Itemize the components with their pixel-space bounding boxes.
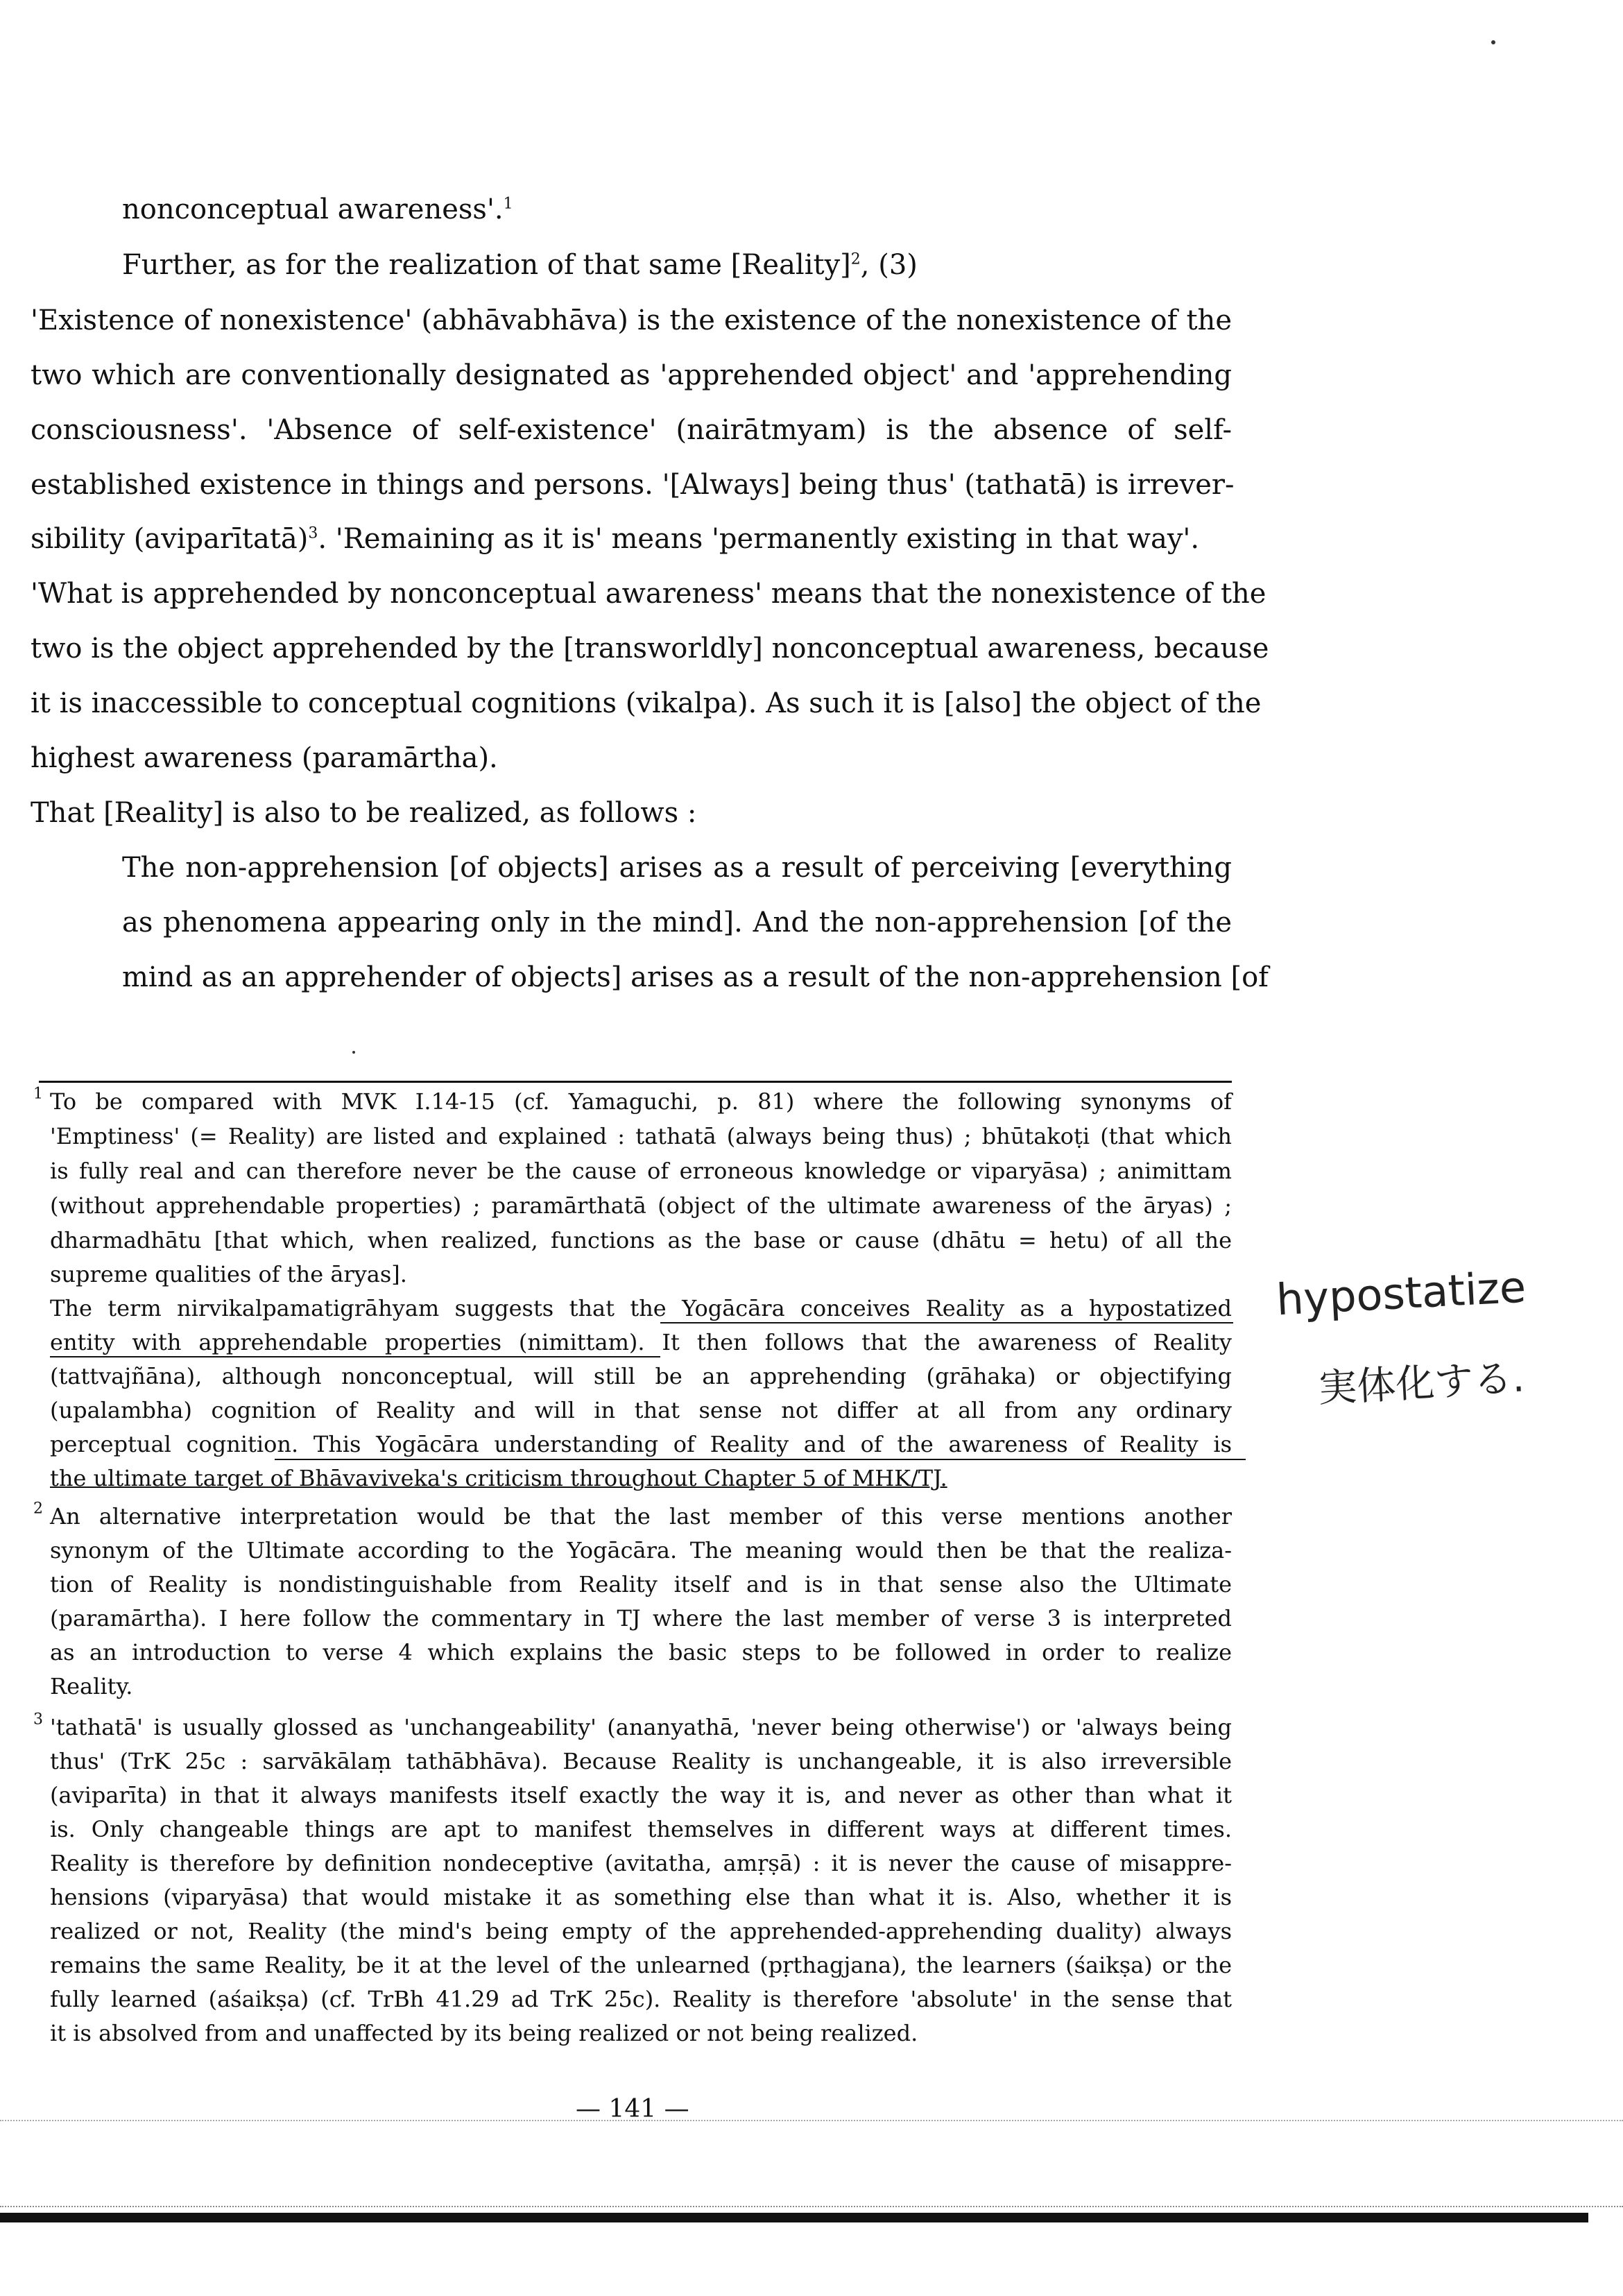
scan-bottom-bar bbox=[0, 2213, 1588, 2222]
pen-underline-1 bbox=[660, 1322, 1233, 1323]
footnote-separator bbox=[39, 1081, 1232, 1083]
footnote-1-marker: 1 bbox=[33, 1085, 43, 1103]
main-line-15: mind as an apprehender of objects] arises as a result of the non-apprehension [of bbox=[122, 961, 1269, 993]
footnote-3-line-8: remains the same Reality, be it at the level of the unlearned (pṛthagjana), the learners (śaikṣa) or the bbox=[50, 1952, 1232, 1978]
handwritten-note-line-1: hypostatize bbox=[1275, 1261, 1527, 1326]
main-line-12: That [Reality] is also to be realized, as follows : bbox=[31, 797, 697, 829]
main-line-3: 'Existence of nonexistence' (abhāvabhāva) is the existence of the nonexistence of the bbox=[31, 305, 1232, 336]
footnote-3-line-4: is. Only changeable things are apt to manifest themselves in different ways at different times. bbox=[50, 1816, 1232, 1842]
page-number: — 141 — bbox=[576, 2095, 689, 2123]
footnote-3-line-9: fully learned (aśaikṣa) (cf. TrBh 41.29 ad TrK 25c). Reality is therefore 'absolute' in the sense that bbox=[50, 1986, 1232, 2012]
footnote-2-line-6: Reality. bbox=[50, 1673, 133, 1699]
main-line-4: two which are conventionally designated as 'apprehended object' and 'apprehending bbox=[31, 359, 1232, 391]
footnote-1-line-5: dharmadhātu [that which, when realized, functions as the base or cause (dhātu = hetu) of all the bbox=[50, 1227, 1232, 1253]
footnote-ref-1[interactable]: 1 bbox=[503, 195, 513, 213]
footnote-1-line-3: is fully real and can therefore never be the cause of erroneous knowledge or viparyāsa) ; animittam bbox=[50, 1158, 1232, 1184]
main-line-14: as phenomena appearing only in the mind]. And the non-apprehension [of the bbox=[122, 907, 1232, 939]
main-line-10: it is inaccessible to conceptual cognitions (vikalpa). As such it is [also] the object of the bbox=[31, 687, 1262, 719]
footnote-3-line-2: thus' (TrK 25c : sarvākālaṃ tathābhāva). Because Reality is unchangeable, it is also irreversible bbox=[50, 1748, 1232, 1774]
scan-dotted-line-2 bbox=[0, 2206, 1623, 2209]
footnote-3-line-1: 'tathatā' is usually glossed as 'unchangeability' (ananyathā, 'never being otherwise') or 'always being bbox=[50, 1714, 1232, 1740]
footnote-2-line-5: as an introduction to verse 4 which explains the basic steps to be followed in order to realize bbox=[50, 1639, 1232, 1665]
scan-speck bbox=[1491, 40, 1495, 44]
footnote-1-line-9: (tattvajñāna), although nonconceptual, will still be an apprehending (grāhaka) or objectifying bbox=[50, 1363, 1232, 1389]
footnote-3-line-7: realized or not, Reality (the mind's being empty of the apprehended-apprehending duality) always bbox=[50, 1918, 1232, 1944]
main-line-2: Further, as for the realization of that same [Reality]$^2$, (3) bbox=[122, 249, 918, 281]
main-line-5: consciousness'. 'Absence of self-existence' (nairātmyam) is the absence of self- bbox=[31, 414, 1232, 446]
footnote-2-line-3: tion of Reality is nondistinguishable from Reality itself and is in that sense also the Ultimate bbox=[50, 1571, 1232, 1597]
scan-speck-2 bbox=[352, 1051, 355, 1054]
footnote-ref-3[interactable]: 3 bbox=[308, 524, 318, 542]
footnote-1-line-8: entity with apprehendable properties (nimittam). It then follows that the awareness of Reality bbox=[50, 1329, 1232, 1355]
footnote-3-marker: 3 bbox=[33, 1711, 43, 1729]
footnote-1-line-2: 'Emptiness' (= Reality) are listed and explained : tathatā (always being thus) ; bhūtakoṭi (that which bbox=[50, 1123, 1232, 1149]
footnote-2-marker: 2 bbox=[33, 1500, 43, 1518]
footnote-1-line-1: To be compared with MVK I.14-15 (cf. Yamaguchi, p. 81) where the following synonyms of bbox=[50, 1088, 1232, 1115]
main-line-11: highest awareness (paramārtha). bbox=[31, 742, 498, 774]
main-line-9: two is the object apprehended by the [transworldly] nonconceptual awareness, because bbox=[31, 633, 1269, 665]
footnote-3-line-6: hensions (viparyāsa) that would mistake it as something else than what it is. Also, whether it is bbox=[50, 1884, 1232, 1910]
scan-dotted-line bbox=[0, 2120, 1623, 2123]
main-line-8: 'What is apprehended by nonconceptual awareness' means that the nonexistence of the bbox=[31, 578, 1266, 610]
pen-underline-3 bbox=[275, 1459, 1246, 1460]
handwritten-note-line-2: 実体化する. bbox=[1316, 1355, 1526, 1412]
footnote-1-line-12: the ultimate target of Bhāvaviveka's criticism throughout Chapter 5 of MHK/TJ. bbox=[50, 1465, 947, 1491]
footnote-ref-2[interactable]: 2 bbox=[850, 250, 861, 268]
footnote-1-line-10: (upalambha) cognition of Reality and will in that sense not differ at all from any ordinary bbox=[50, 1397, 1232, 1423]
footnote-2-line-1: An alternative interpretation would be that the last member of this verse mentions another bbox=[50, 1503, 1232, 1530]
main-line-1: nonconceptual awareness'.$^1$ bbox=[122, 194, 513, 225]
footnote-1-line-4: (without apprehendable properties) ; paramārthatā (object of the ultimate awareness of the āryas) ; bbox=[50, 1192, 1232, 1219]
main-line-6: established existence in things and persons. '[Always] being thus' (tathatā) is irrever- bbox=[31, 469, 1235, 501]
footnote-3-line-5: Reality is therefore by definition nondeceptive (avitatha, amṛṣā) : it is never the cause of misappre- bbox=[50, 1850, 1232, 1876]
footnote-1-line-11: perceptual cognition. This Yogācāra understanding of Reality and of the awareness of Reality is bbox=[50, 1431, 1232, 1457]
footnote-1-line-6: supreme qualities of the āryas]. bbox=[50, 1261, 407, 1287]
pen-underline-2 bbox=[50, 1356, 660, 1357]
footnote-2-line-4: (paramārtha). I here follow the commentary in TJ where the last member of verse 3 is interpreted bbox=[50, 1605, 1232, 1631]
main-line-13: The non-apprehension [of objects] arises as a result of perceiving [everything bbox=[122, 852, 1232, 884]
footnote-2-line-2: synonym of the Ultimate according to the Yogācāra. The meaning would then be that the realiza- bbox=[50, 1537, 1232, 1563]
footnote-3-line-10: it is absolved from and unaffected by its being realized or not being realized. bbox=[50, 2020, 918, 2046]
footnote-1-line-7: The term nirvikalpamatigrāhyam suggests that the Yogācāra conceives Reality as a hypostatized bbox=[50, 1295, 1232, 1321]
footnote-3-line-3: (aviparīta) in that it always manifests itself exactly the way it is, and never as other than what it bbox=[50, 1782, 1232, 1808]
main-line-7: sibility (aviparītatā)$^3$. 'Remaining as it is' means 'permanently existing in that way'. bbox=[31, 523, 1200, 555]
